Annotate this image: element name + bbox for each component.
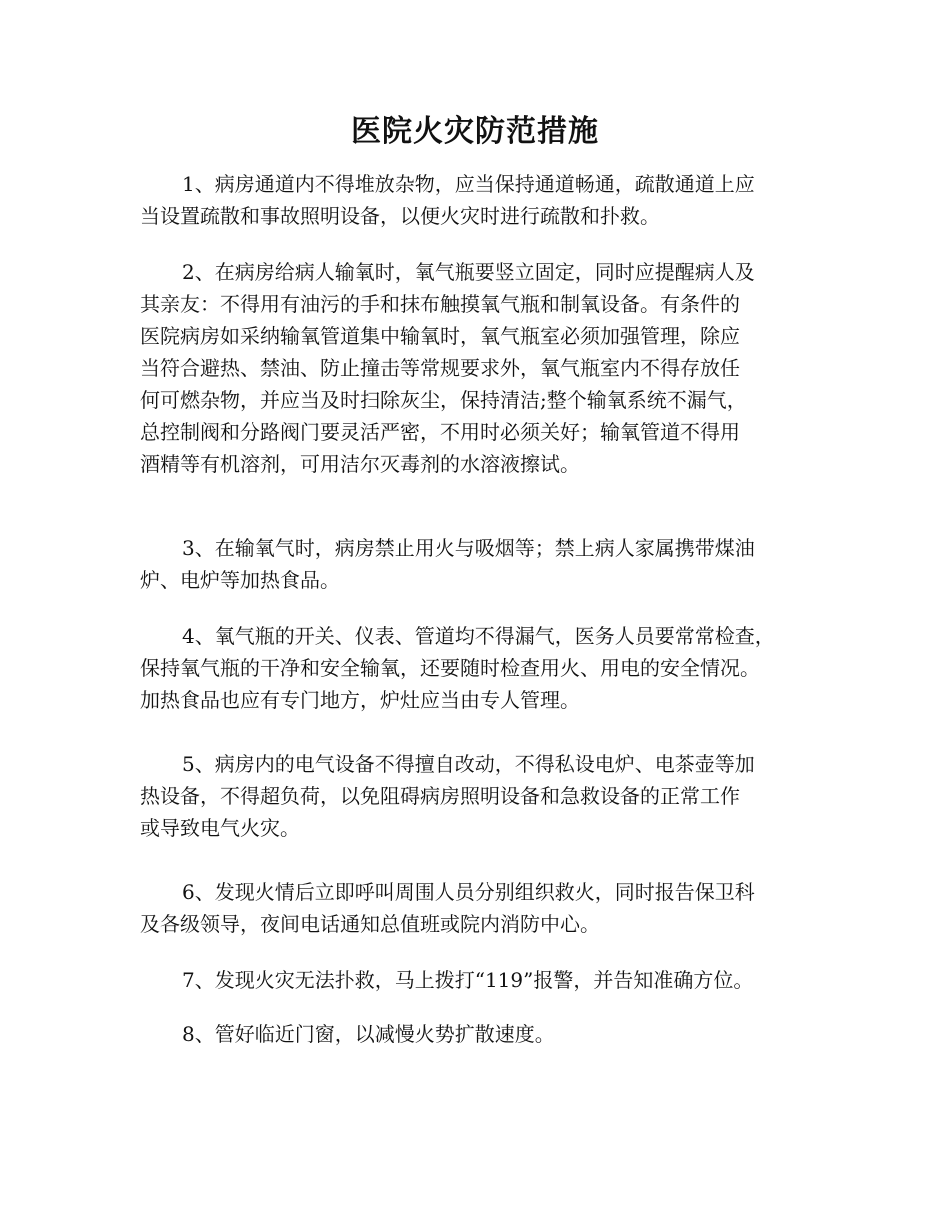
paragraph-line: 保持氧气瓶的干净和安全输氧，还要随时检查用火、用电的安全情况。 [140,656,760,680]
page-title: 医院火灾防范措施 [351,114,599,149]
paragraph-line: 5、病房内的电气设备不得擅自改动，不得私设电炉、电茶壶等加 [182,752,755,776]
paragraph-8 [140,1018,810,1050]
paragraph-line: 7、发现火灾无法扑救，马上拨打“119”报警，并告知准确方位。 [182,968,754,992]
paragraph-line: 当设置疏散和事故照明设备，以便火灾时进行疏散和扑救。 [140,204,660,228]
paragraph-line: 医院病房如采纳输氧管道集中输氧时，氧气瓶室必须加强管理，除应 [140,324,740,348]
paragraph-line: 4、氧气瓶的开关、仪表、管道均不得漏气，医务人员要常常检查， [182,624,775,648]
paragraph-line: 及各级领导，夜间电话通知总值班或院内消防中心。 [140,912,600,936]
paragraph-line: 其亲友：不得用有油污的手和抹布触摸氧气瓶和制氧设备。有条件的 [140,292,740,316]
paragraph-line: 1、病房通道内不得堆放杂物，应当保持通道畅通，疏散通道上应 [182,172,755,196]
paragraph-2 [140,256,810,480]
paragraph-line: 加热食品也应有专门地方，炉灶应当由专人管理。 [140,688,580,712]
paragraph-6 [140,876,810,940]
paragraph-7 [140,964,810,996]
paragraph-line: 当符合避热、禁油、防止撞击等常规要求外，氧气瓶室内不得存放任 [140,356,740,380]
paragraph-5 [140,748,810,844]
paragraph-3 [140,532,810,596]
paragraph-line: 6、发现火情后立即呼叫周围人员分别组织救火，同时报告保卫科 [182,880,755,904]
paragraph-line: 3、在输氧气时，病房禁止用火与吸烟等；禁上病人家属携带煤油 [182,536,755,560]
paragraph-line: 炉、电炉等加热食品。 [140,568,340,592]
paragraph-line: 总控制阀和分路阀门要灵活严密，不用时必须关好；输氧管道不得用 [140,420,740,444]
paragraph-line: 或导致电气火灾。 [140,816,300,840]
paragraph-line: 8、管好临近门窗，以减慢火势扩散速度。 [182,1022,555,1046]
paragraph-line: 2、在病房给病人输氧时，氧气瓶要竖立固定，同时应提醒病人及 [182,260,755,284]
paragraph-1 [140,168,810,232]
paragraph-line: 酒精等有机溶剂，可用洁尔灭毒剂的水溶液擦试。 [140,452,580,476]
paragraph-4 [140,620,810,716]
paragraph-line: 何可燃杂物，并应当及时扫除灰尘，保持清洁;整个输氧系统不漏气， [140,388,747,412]
paragraph-line: 热设备，不得超负荷，以免阻碍病房照明设备和急救设备的正常工作 [140,784,740,808]
